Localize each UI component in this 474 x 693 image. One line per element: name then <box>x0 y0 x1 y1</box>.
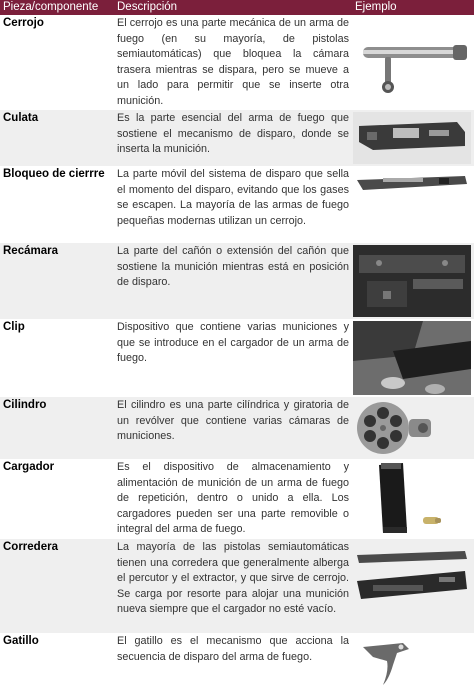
receiver-icon <box>353 112 471 164</box>
table-row <box>0 459 474 539</box>
breech-block-image <box>351 166 474 243</box>
chamber-icon <box>353 245 471 317</box>
row-description: La mayoría de las pistolas semiautomáticas tienen una corredera que generalmente alberga el percutor y el extractor, y que sirve de cerrojo. Se carga por resorte para alojar una munición nueva siempre que el cargador no esté vacío. <box>117 541 349 616</box>
bolt-icon <box>353 17 471 107</box>
table-row <box>0 397 474 459</box>
header-pieza: Pieza/componente <box>3 1 99 13</box>
magazine-icon <box>353 461 471 537</box>
magazine-image <box>351 459 474 539</box>
trigger-image <box>351 633 474 693</box>
header-descripcion: Descripción <box>117 1 178 13</box>
table-row <box>0 15 474 110</box>
row-description: Es la parte esencial del arma de fuego que sostiene el mecanismo de disparo, donde se inserta la munición. <box>117 112 349 156</box>
breech-block-icon <box>353 168 471 240</box>
chamber-image <box>351 243 474 319</box>
slide-image <box>351 539 474 633</box>
table-row <box>0 539 474 633</box>
row-description: Es el dispositivo de almacenamiento y alimentación de munición de un arma de fuego de repetición, dentro o unido a ella. Los cargadores pueden ser una parte removible o integral del arma de fuego. <box>117 461 349 536</box>
row-description: Dispositivo que contiene varias municiones y que se introduce en el cargador de un arma de fuego. <box>117 321 349 365</box>
row-description: La parte móvil del sistema de disparo que sella el momento del disparo, evitando que los gases se escapen. La mayoría de las armas de fuego pequeñas modernas utilizan un cerrojo. <box>117 168 349 227</box>
bolt-part-image <box>351 15 474 110</box>
row-name: Culata <box>3 112 39 124</box>
row-description: El cilindro es una parte cilíndrica y giratoria de un revólver que contiene varias cámaras de municiones. <box>117 399 349 443</box>
row-name: Cerrojo <box>3 17 44 29</box>
row-name: Cargador <box>3 461 55 473</box>
row-description: El cerrojo es una parte mecánica de un arma de fuego (en su mayoría, de pistolas semiautomáticas) que bloquea la cámara trasera mientras se dispara, pero se mueve a un lado para permitir que se inserte otra munición. <box>117 17 349 107</box>
table-row <box>0 166 474 243</box>
row-description: La parte del cañón o extensión del cañón que sostiene la munición mientras está en posición de disparo. <box>117 245 349 289</box>
row-name: Clip <box>3 321 25 333</box>
row-name: Gatillo <box>3 635 39 647</box>
slide-icon <box>353 541 471 631</box>
cylinder-image <box>351 397 474 459</box>
table-row <box>0 319 474 397</box>
row-name: Recámara <box>3 245 58 257</box>
row-description: El gatillo es el mecanismo que acciona la secuencia de disparo del arma de fuego. <box>117 635 349 663</box>
clip-image <box>351 319 474 397</box>
table-row <box>0 243 474 319</box>
trigger-icon <box>353 635 471 691</box>
receiver-part-image <box>351 110 474 166</box>
row-name: Corredera <box>3 541 58 553</box>
table-header <box>0 0 474 15</box>
header-ejemplo: Ejemplo <box>355 1 397 13</box>
table-row <box>0 633 474 693</box>
revolver-cylinder-icon <box>353 399 471 457</box>
row-name: Cilindro <box>3 399 47 411</box>
clip-icon <box>353 321 471 395</box>
table-row <box>0 110 474 166</box>
row-name: Bloqueo de cierrre <box>3 168 105 180</box>
